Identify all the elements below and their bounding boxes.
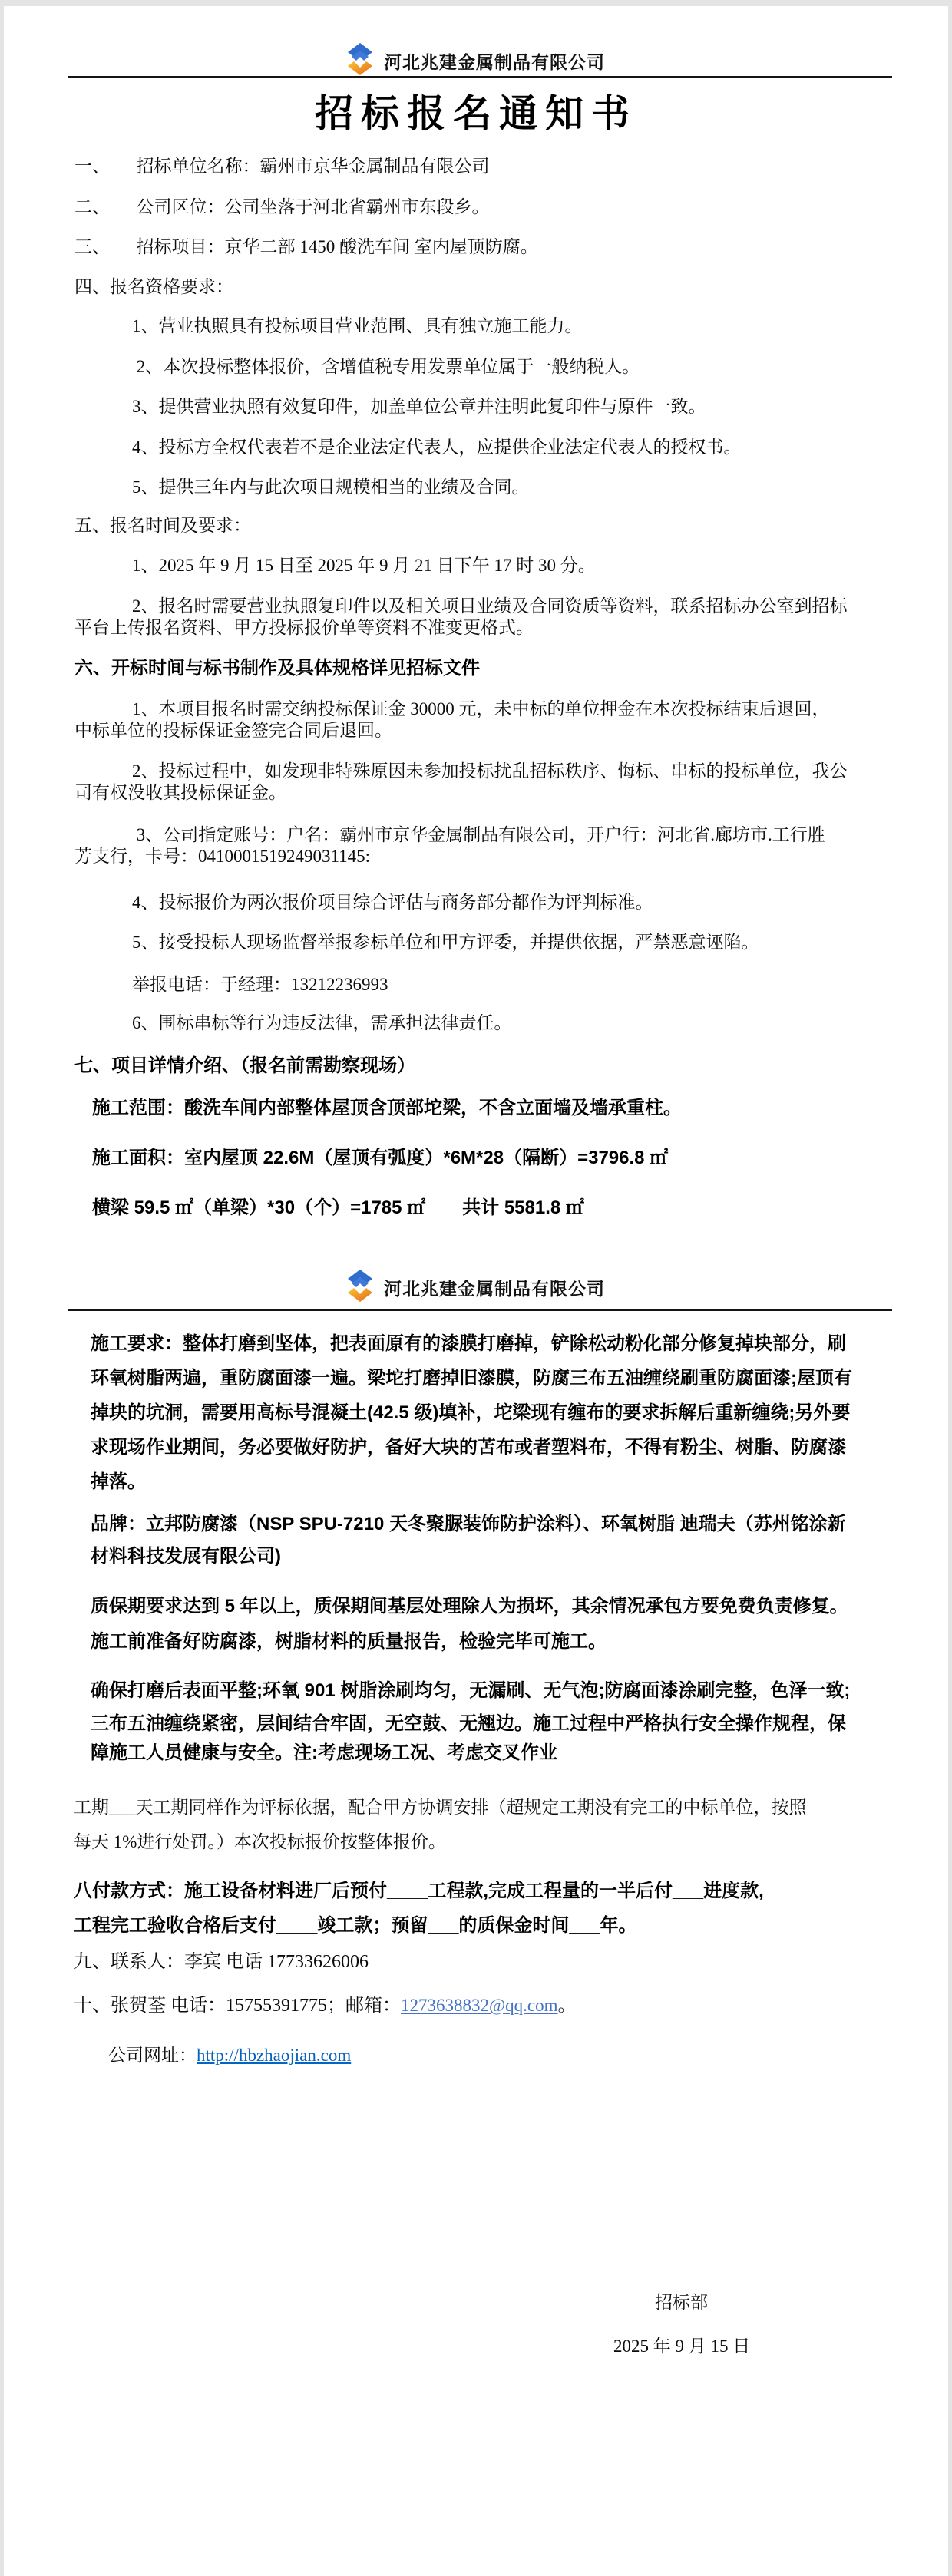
construction-requirements: 环氧树脂两遍，重防腐面漆一遍。梁坨打磨掉旧漆膜，防腐三布五油缠绕刷重防腐面漆;屋顶有 (91, 1368, 852, 1389)
item-tender-unit: 一、 招标单位名称：霸州市京华金属制品有限公司 (74, 157, 490, 176)
schedule-item: 1、2025 年 9 月 15 日至 2025 年 9 月 21 日下午 17 时 30 分。 (132, 556, 596, 575)
bank-account-line: 3、公司指定账号：户名：霸州市京华金属制品有限公司，开户行：河北省.廊坊市.工行胜 (132, 825, 825, 844)
signature-department: 招标部 (655, 2293, 708, 2312)
construction-requirements: 掉块的坑洞，需要用高标号混凝土(42.5 级)填补，坨梁现有缠布的要求拆解后重新缠绕;另外要 (91, 1402, 851, 1423)
bidding-item: 6、围标串标等行为违反法律，需承担法律责任。 (132, 1013, 512, 1032)
construction-requirements: 掉落。 (91, 1471, 146, 1492)
bank-account-number: 芳支行，卡号：0410001519249031145: (74, 847, 371, 866)
construction-area-line: 施工面积：室内屋顶 22.6M（屋顶有弧度）*6M*28（隔断）=3796.8 ㎡ (92, 1148, 669, 1168)
construction-scope-line: 施工范围：酸洗车间内部整体屋顶含顶部坨梁，不含立面墙及墙承重柱。 (92, 1098, 682, 1118)
contact-person-line (74, 1995, 577, 2016)
contact-text: 。 (557, 1996, 577, 2016)
company-name: 河北兆建金属制品有限公司 (384, 1280, 605, 1299)
duration-line: 每天 1%进行处罚。）本次投标报价按整体报价。 (74, 1832, 446, 1851)
website-link[interactable]: http://hbzhaojian.com (197, 2046, 352, 2065)
brand-line: 材料科技发展有限公司) (91, 1546, 281, 1567)
quality-line: 三布五油缠绕紧密，层间结合牢固，无空鼓、无翘边。施工过程中严格执行安全操作规程，保 (91, 1713, 846, 1734)
duration-line: 工期___天工期同样作为评标依据，配合甲方协调安排（超规定工期没有完工的中标单位，按照 (74, 1798, 807, 1817)
page1-header (0, 43, 952, 79)
warranty-line: 施工前准备好防腐漆，树脂材料的质量报告，检验完毕可施工。 (91, 1631, 607, 1652)
qualification-item: 1、营业执照具有投标项目营业范围、具有独立施工能力。 (132, 316, 583, 335)
bidding-item-continuation: 司有权没收其投标保证金。 (74, 783, 286, 802)
item-company-location: 二、 公司区位：公司坐落于河北省霸州市东段乡。 (74, 197, 490, 216)
page2-header (0, 1270, 952, 1306)
company-logo-icon (347, 1270, 373, 1306)
item-tender-project: 三、 招标项目：京华二部 1450 酸洗车间 室内屋顶防腐。 (74, 237, 538, 256)
website-label: 公司网址： (108, 2046, 197, 2065)
qualification-item: 2、本次投标整体报价，含增值税专用发票单位属于一般纳税人。 (132, 357, 640, 376)
schedule-item: 2、报名时需要营业执照复印件以及相关项目业绩及合同资质等资料，联系招标办公室到招标 (132, 596, 848, 616)
qualification-item: 4、投标方全权代表若不是企业法定代表人，应提供企业法定代表人的授权书。 (132, 438, 742, 457)
construction-requirements: 施工要求：整体打磨到坚体，把表面原有的漆膜打磨掉，铲除松动粉化部分修复掉块部分，刷 (91, 1333, 846, 1354)
company-logo-icon (347, 43, 373, 79)
beam-area-line: 横梁 59.5 ㎡（单梁）*30（个）=1785 ㎡ 共计 5581.8 ㎡ (92, 1197, 584, 1218)
qualification-item: 5、提供三年内与此次项目规模相当的业绩及合同。 (132, 477, 530, 497)
qualification-heading: 四、报名资格要求： (74, 277, 233, 296)
schedule-heading: 五、报名时间及要求： (74, 516, 251, 535)
header-rule (68, 1309, 892, 1311)
warranty-line: 质保期要求达到 5 年以上，质保期间基层处理除人为损坏，其余情况承包方要免费负责修复。 (91, 1596, 848, 1617)
bidding-item-continuation: 中标单位的投标保证金签完合同后退回。 (74, 721, 392, 740)
report-phone-line: 举报电话：于经理：13212236993 (132, 975, 388, 994)
qualification-item: 3、提供营业执照有效复印件，加盖单位公章并注明此复印件与原件一致。 (132, 397, 706, 416)
contact-person-line: 九、联系人：李宾 电话 17733626006 (74, 1952, 369, 1972)
company-website-line (108, 2045, 351, 2066)
company-name: 河北兆建金属制品有限公司 (384, 53, 605, 72)
payment-terms-line: 工程完工验收合格后支付____竣工款；预留___的质保金时间___年。 (74, 1915, 637, 1936)
header-rule (68, 76, 892, 78)
bidding-item: 1、本项目报名时需交纳投标保证金 30000 元，未中标的单位押金在本次投标结束后退回， (132, 699, 830, 718)
bidding-item: 2、投标过程中，如发现非特殊原因未参加投标扰乱招标秩序、悔标、串标的投标单位，我公 (132, 761, 848, 781)
quality-line: 确保打磨后表面平整;环氧 901 树脂涂刷均匀，无漏刷、无气泡;防腐面漆涂刷完整，色泽一致; (91, 1680, 851, 1701)
signature-date: 2025 年 9 月 15 日 (613, 2337, 751, 2356)
page-title: 招标报名通知书 (315, 92, 637, 135)
payment-terms-line: 八付款方式：施工设备材料进厂后预付____工程款,完成工程量的一半后付___进度款, (74, 1881, 764, 1901)
schedule-item-continuation: 平台上传报名资料、甲方投标报价单等资料不准变更格式。 (74, 618, 534, 637)
construction-requirements: 求现场作业期间，务必要做好防护，备好大块的苫布或者塑料布，不得有粉尘、树脂、防腐漆 (91, 1437, 846, 1458)
contact-text: 十、张贺荃 电话：15755391775；邮箱： (74, 1996, 401, 2016)
quality-line: 障施工人员健康与安全。注:考虑现场工况、考虑交叉作业 (91, 1742, 557, 1763)
email-link[interactable]: 1273638832@qq.com (401, 1996, 558, 2015)
bidding-item: 5、接受投标人现场监督举报参标单位和甲方评委，并提供依据，严禁恶意诬陷。 (132, 933, 759, 952)
brand-line: 品牌：立邦防腐漆（NSP SPU-7210 天冬聚脲装饰防护涂料）、环氧树脂 迪瑞夫（苏州铭涂新 (91, 1514, 846, 1534)
bidding-item: 4、投标报价为两次报价项目综合评估与商务部分都作为评判标准。 (132, 893, 653, 912)
bidding-heading: 六、开标时间与标书制作及具体规格详见招标文件 (74, 658, 480, 679)
project-heading: 七、项目详情介绍、（报名前需勘察现场） (74, 1055, 415, 1076)
